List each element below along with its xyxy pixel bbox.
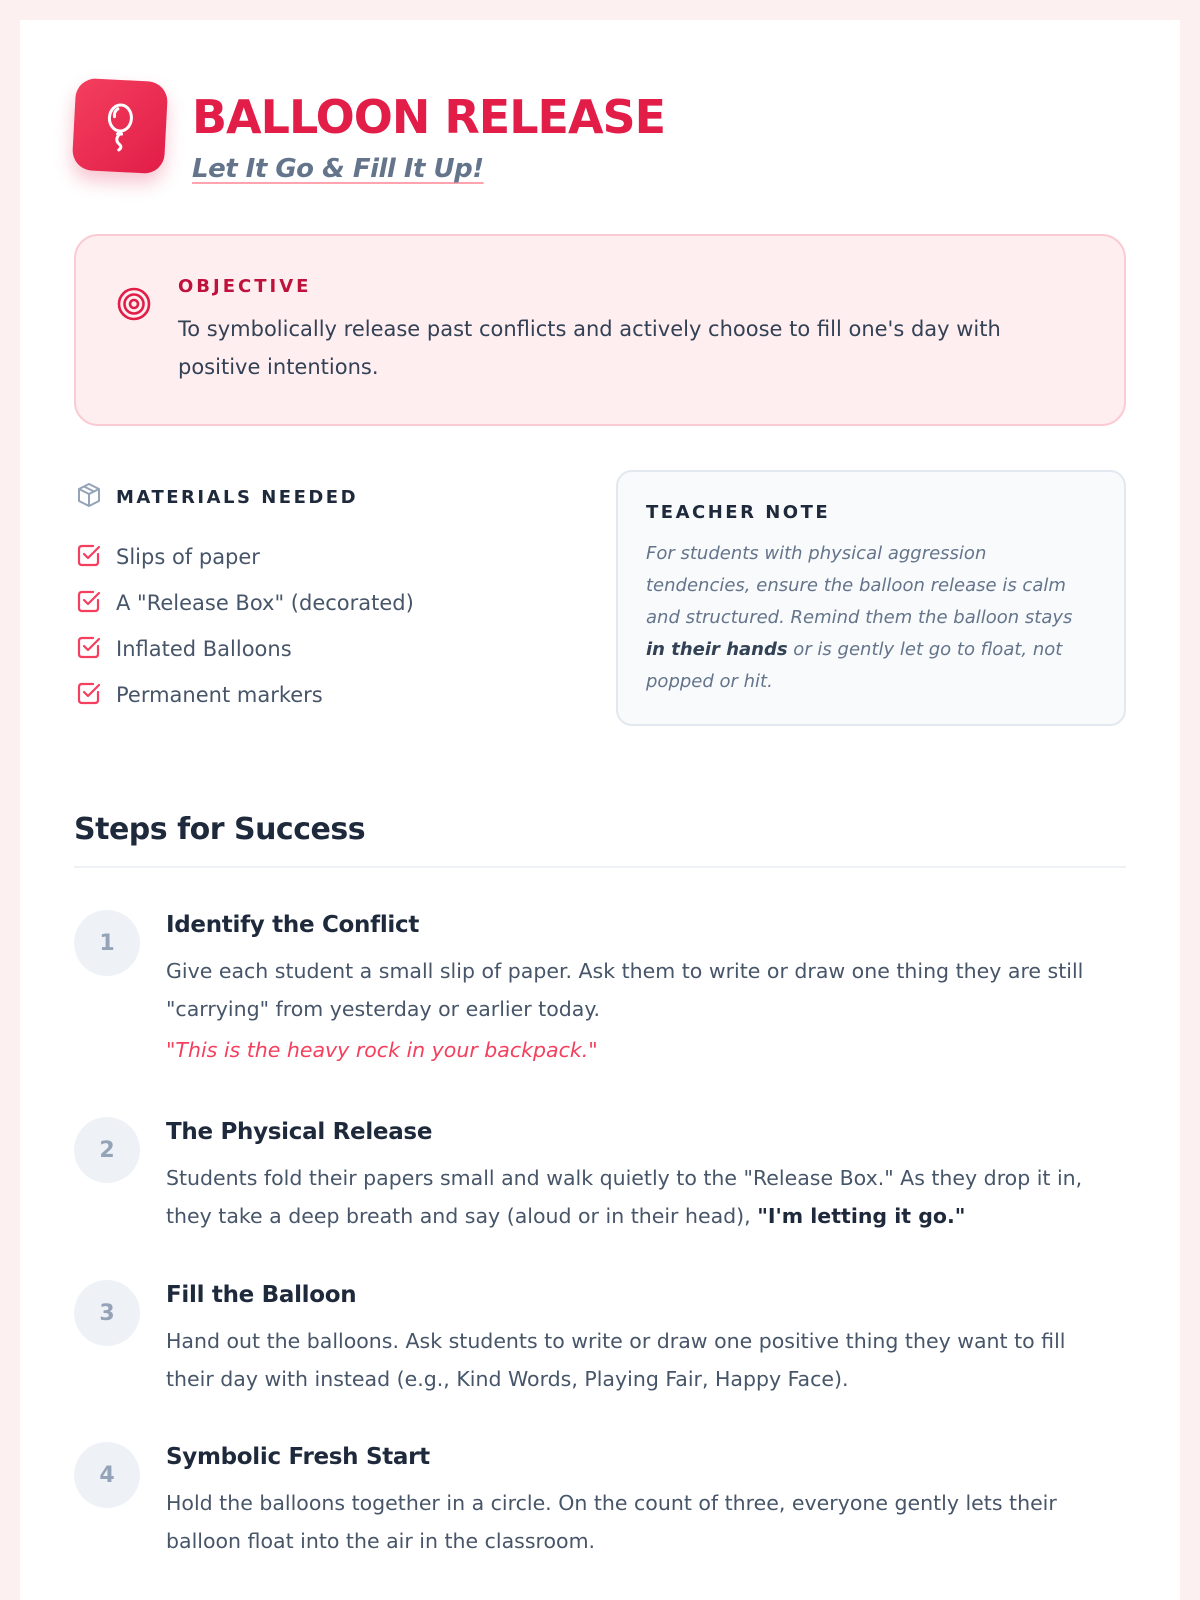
teacher-note-text-part: or is gently let go to float, not popped or hit.	[646, 639, 1063, 692]
objective-label: OBJECTIVE	[178, 276, 312, 297]
step-heading: Symbolic Fresh Start	[166, 1444, 430, 1470]
teacher-note-text	[646, 538, 1096, 698]
materials-header	[76, 482, 358, 512]
step-quote: "This is the heavy rock in your backpack."	[166, 1038, 598, 1062]
page-title: BALLOON RELEASE	[192, 90, 666, 144]
material-label: Permanent markers	[116, 683, 323, 707]
objective-card	[74, 234, 1126, 426]
box-icon	[76, 482, 102, 512]
list-item	[76, 672, 414, 718]
materials-list	[76, 534, 414, 718]
objective-text: To symbolically release past conflicts and actively choose to fill one's day with positive intentions.	[178, 317, 1001, 379]
step-text-emphasis: "I'm letting it go."	[757, 1204, 966, 1228]
step-heading: The Physical Release	[166, 1119, 433, 1145]
step-text	[166, 1159, 1106, 1235]
list-item	[76, 534, 414, 580]
list-item	[76, 580, 414, 626]
materials-label: MATERIALS NEEDED	[116, 486, 359, 508]
step-heading: Identify the Conflict	[166, 912, 420, 938]
activity-sheet	[20, 20, 1180, 1600]
checkbox-checked-icon	[76, 634, 102, 664]
step-number-badge: 4	[74, 1442, 140, 1508]
teacher-note-emphasis: in their hands	[646, 639, 788, 660]
step-number-badge: 3	[74, 1280, 140, 1346]
checkbox-checked-icon	[76, 542, 102, 572]
step-text-part: Students fold their papers small and walk quietly to the "Release Box." As they drop it in, they take a deep breath and say (aloud or in their head),	[166, 1166, 1083, 1228]
divider	[74, 866, 1126, 868]
checkbox-checked-icon	[76, 680, 102, 710]
teacher-note-label: TEACHER NOTE	[646, 502, 831, 523]
step-number-badge: 2	[74, 1117, 140, 1183]
step-text: Give each student a small slip of paper. Ask them to write or draw one thing they are still "carrying" from yesterday or earlier today.	[166, 959, 1084, 1021]
target-icon	[116, 286, 152, 326]
step-text: Hand out the balloons. Ask students to write or draw one positive thing they want to fill their day with instead (e.g., Kind Words, Playing Fair, Happy Face).	[166, 1329, 1066, 1391]
material-label: Inflated Balloons	[116, 637, 292, 661]
step-number-badge: 1	[74, 910, 140, 976]
checkbox-checked-icon	[76, 588, 102, 618]
step-heading: Fill the Balloon	[166, 1282, 357, 1308]
list-item	[76, 626, 414, 672]
teacher-note-card	[616, 470, 1126, 726]
material-label: A "Release Box" (decorated)	[116, 591, 414, 615]
teacher-note-text-part: For students with physical aggression tendencies, ensure the balloon release is calm and structured. Remind them the balloon stays	[646, 543, 1073, 628]
step-text: Hold the balloons together in a circle. On the count of three, everyone gently lets their balloon float into the air in the classroom.	[166, 1491, 1057, 1553]
material-label: Slips of paper	[116, 545, 260, 569]
page-subtitle: Let It Go & Fill It Up!	[192, 154, 484, 184]
steps-heading: Steps for Success	[74, 812, 366, 847]
balloon-icon	[72, 78, 169, 175]
